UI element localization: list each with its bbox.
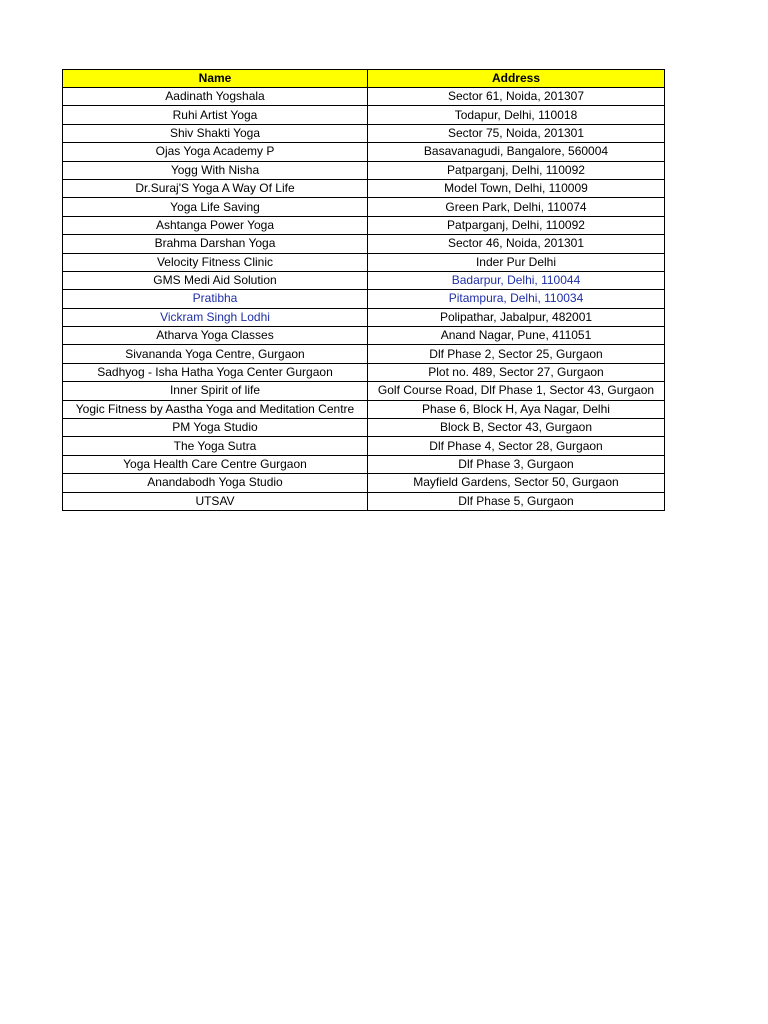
table-row bbox=[63, 179, 665, 197]
cell-address: Golf Course Road, Dlf Phase 1, Sector 43, Gurgaon bbox=[368, 382, 665, 400]
header-name: Name bbox=[63, 70, 368, 88]
table-row bbox=[63, 492, 665, 510]
cell-address: Basavanagudi, Bangalore, 560004 bbox=[368, 143, 665, 161]
header-row bbox=[63, 70, 665, 88]
cell-name-link[interactable]: Vickram Singh Lodhi bbox=[63, 308, 368, 326]
cell-address: Model Town, Delhi, 110009 bbox=[368, 179, 665, 197]
cell-address: Todapur, Delhi, 110018 bbox=[368, 106, 665, 124]
table-row bbox=[63, 253, 665, 271]
cell-address: Inder Pur Delhi bbox=[368, 253, 665, 271]
studio-address-table bbox=[62, 69, 665, 511]
cell-address: Dlf Phase 3, Gurgaon bbox=[368, 455, 665, 473]
cell-address: Sector 46, Noida, 201301 bbox=[368, 235, 665, 253]
cell-name: Ashtanga Power Yoga bbox=[63, 216, 368, 234]
cell-address: Phase 6, Block H, Aya Nagar, Delhi bbox=[368, 400, 665, 418]
cell-address: Dlf Phase 5, Gurgaon bbox=[368, 492, 665, 510]
table-row bbox=[63, 308, 665, 326]
cell-address: Mayfield Gardens, Sector 50, Gurgaon bbox=[368, 474, 665, 492]
table-row bbox=[63, 437, 665, 455]
cell-address-link[interactable]: Badarpur, Delhi, 110044 bbox=[368, 271, 665, 289]
table-row bbox=[63, 345, 665, 363]
cell-name-link[interactable]: Pratibha bbox=[63, 290, 368, 308]
cell-address: Patparganj, Delhi, 110092 bbox=[368, 161, 665, 179]
cell-name: Shiv Shakti Yoga bbox=[63, 124, 368, 142]
table-row bbox=[63, 474, 665, 492]
header-address: Address bbox=[368, 70, 665, 88]
table-row bbox=[63, 419, 665, 437]
cell-name: Yogg With Nisha bbox=[63, 161, 368, 179]
table-row bbox=[63, 327, 665, 345]
cell-name: GMS Medi Aid Solution bbox=[63, 271, 368, 289]
cell-name: Sivananda Yoga Centre, Gurgaon bbox=[63, 345, 368, 363]
table-row bbox=[63, 124, 665, 142]
table-row bbox=[63, 88, 665, 106]
cell-name: Yogic Fitness by Aastha Yoga and Meditation Centre bbox=[63, 400, 368, 418]
table-row bbox=[63, 161, 665, 179]
cell-name: UTSAV bbox=[63, 492, 368, 510]
cell-name: Ruhi Artist Yoga bbox=[63, 106, 368, 124]
cell-name: Velocity Fitness Clinic bbox=[63, 253, 368, 271]
table-row bbox=[63, 290, 665, 308]
cell-address: Dlf Phase 2, Sector 25, Gurgaon bbox=[368, 345, 665, 363]
table-row bbox=[63, 216, 665, 234]
cell-name: Inner Spirit of life bbox=[63, 382, 368, 400]
cell-name: The Yoga Sutra bbox=[63, 437, 368, 455]
cell-address: Sector 61, Noida, 201307 bbox=[368, 88, 665, 106]
table-row bbox=[63, 143, 665, 161]
table-row bbox=[63, 271, 665, 289]
cell-address: Green Park, Delhi, 110074 bbox=[368, 198, 665, 216]
cell-name: Sadhyog - Isha Hatha Yoga Center Gurgaon bbox=[63, 363, 368, 381]
cell-address: Block B, Sector 43, Gurgaon bbox=[368, 419, 665, 437]
cell-address: Patparganj, Delhi, 110092 bbox=[368, 216, 665, 234]
cell-name: Dr.Suraj'S Yoga A Way Of Life bbox=[63, 179, 368, 197]
table-row bbox=[63, 198, 665, 216]
cell-name: Brahma Darshan Yoga bbox=[63, 235, 368, 253]
cell-address-link[interactable]: Pitampura, Delhi, 110034 bbox=[368, 290, 665, 308]
table-row bbox=[63, 363, 665, 381]
cell-address: Plot no. 489, Sector 27, Gurgaon bbox=[368, 363, 665, 381]
cell-address: Anand Nagar, Pune, 411051 bbox=[368, 327, 665, 345]
cell-name: Yoga Life Saving bbox=[63, 198, 368, 216]
cell-name: Anandabodh Yoga Studio bbox=[63, 474, 368, 492]
cell-address: Polipathar, Jabalpur, 482001 bbox=[368, 308, 665, 326]
cell-address: Sector 75, Noida, 201301 bbox=[368, 124, 665, 142]
table-row bbox=[63, 382, 665, 400]
cell-name: Yoga Health Care Centre Gurgaon bbox=[63, 455, 368, 473]
cell-name: Aadinath Yogshala bbox=[63, 88, 368, 106]
table-row bbox=[63, 400, 665, 418]
table-row bbox=[63, 235, 665, 253]
cell-name: PM Yoga Studio bbox=[63, 419, 368, 437]
cell-address: Dlf Phase 4, Sector 28, Gurgaon bbox=[368, 437, 665, 455]
table-row bbox=[63, 106, 665, 124]
cell-name: Atharva Yoga Classes bbox=[63, 327, 368, 345]
table-row bbox=[63, 455, 665, 473]
cell-name: Ojas Yoga Academy P bbox=[63, 143, 368, 161]
